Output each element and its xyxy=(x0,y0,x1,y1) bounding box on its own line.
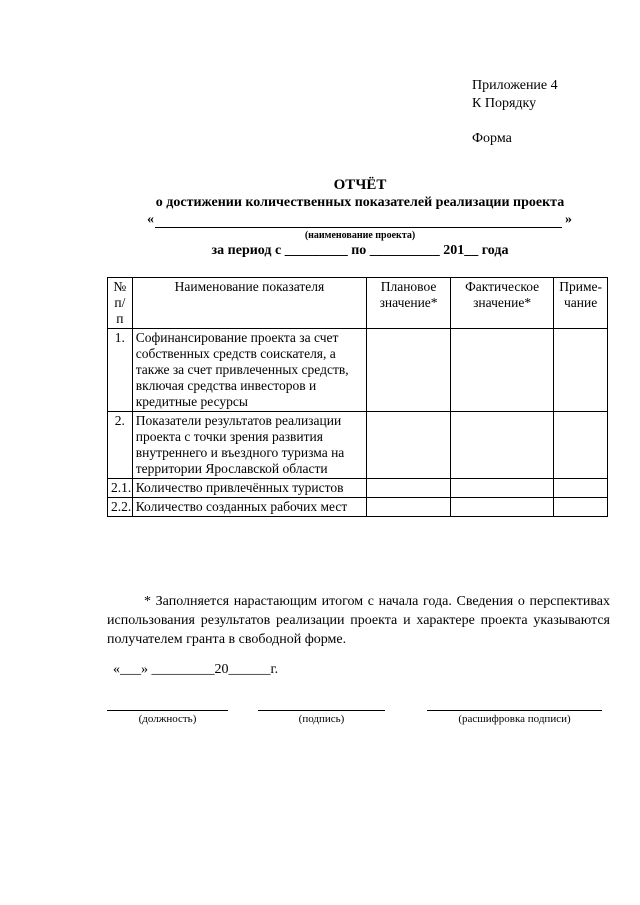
row-plan-cell xyxy=(367,479,451,498)
row-name: Показатели результатов реализации проекта с точки зрения развития внутреннего и въездного туризма на территории Ярославской области xyxy=(132,412,366,479)
row-note-cell xyxy=(554,479,608,498)
decode-signature-line xyxy=(427,710,602,711)
table-row xyxy=(108,498,608,517)
table-row xyxy=(108,412,608,479)
project-name-underline xyxy=(155,227,562,228)
sign-caption: (подпись) xyxy=(298,713,345,725)
report-period: за период с _________ по __________ 201__ года xyxy=(211,243,509,258)
project-name-caption: (наименование проекта) xyxy=(304,230,416,241)
footnote: * Заполняется нарастающим итогом с начала года. Сведения о перспективах использования результатов реализации проекта и характере проекта указываются получателем гранта в свободной форме. xyxy=(107,594,610,647)
order-label: К Порядку xyxy=(472,96,537,111)
row-name: Количество привлечённых туристов xyxy=(132,479,366,498)
row-note-cell xyxy=(554,412,608,479)
report-subtitle: о достижении количественных показателей реализации проекта xyxy=(155,195,565,210)
table-header-row xyxy=(108,278,608,329)
row-plan-cell xyxy=(367,329,451,412)
position-signature-line xyxy=(107,710,228,711)
sign-signature-line xyxy=(258,710,385,711)
row-num: 2.2. xyxy=(108,498,133,517)
row-num: 2. xyxy=(108,412,133,479)
header-name: Наименование показателя xyxy=(132,278,366,329)
row-name: Софинансирование проекта за счет собственных средств соискателя, а также за счет привлеченных средств, включая средства инвесторов и кредитные ресурсы xyxy=(132,329,366,412)
position-caption: (должность) xyxy=(138,713,197,725)
appendix-label: Приложение 4 xyxy=(472,78,558,93)
row-num: 2.1. xyxy=(108,479,133,498)
header-fact: Фактическое значение* xyxy=(450,278,553,329)
row-name: Количество созданных рабочих мест xyxy=(132,498,366,517)
row-fact-cell xyxy=(450,479,553,498)
open-quote: « xyxy=(147,212,154,227)
row-fact-cell xyxy=(450,412,553,479)
table-row xyxy=(108,329,608,412)
form-label: Форма xyxy=(472,131,512,146)
decode-caption: (расшифровка подписи) xyxy=(458,713,571,725)
header-note: Приме-чание xyxy=(554,278,608,329)
row-note-cell xyxy=(554,329,608,412)
row-fact-cell xyxy=(450,498,553,517)
close-quote: » xyxy=(565,212,572,227)
header-num: № п/п xyxy=(108,278,133,329)
row-num: 1. xyxy=(108,329,133,412)
report-title: ОТЧЁТ xyxy=(333,177,387,193)
row-note-cell xyxy=(554,498,608,517)
row-plan-cell xyxy=(367,412,451,479)
row-fact-cell xyxy=(450,329,553,412)
date-line: «___» _________20______г. xyxy=(113,662,279,677)
indicators-table xyxy=(107,277,608,517)
header-plan: Плановое значение* xyxy=(367,278,451,329)
table-row xyxy=(108,479,608,498)
row-plan-cell xyxy=(367,498,451,517)
